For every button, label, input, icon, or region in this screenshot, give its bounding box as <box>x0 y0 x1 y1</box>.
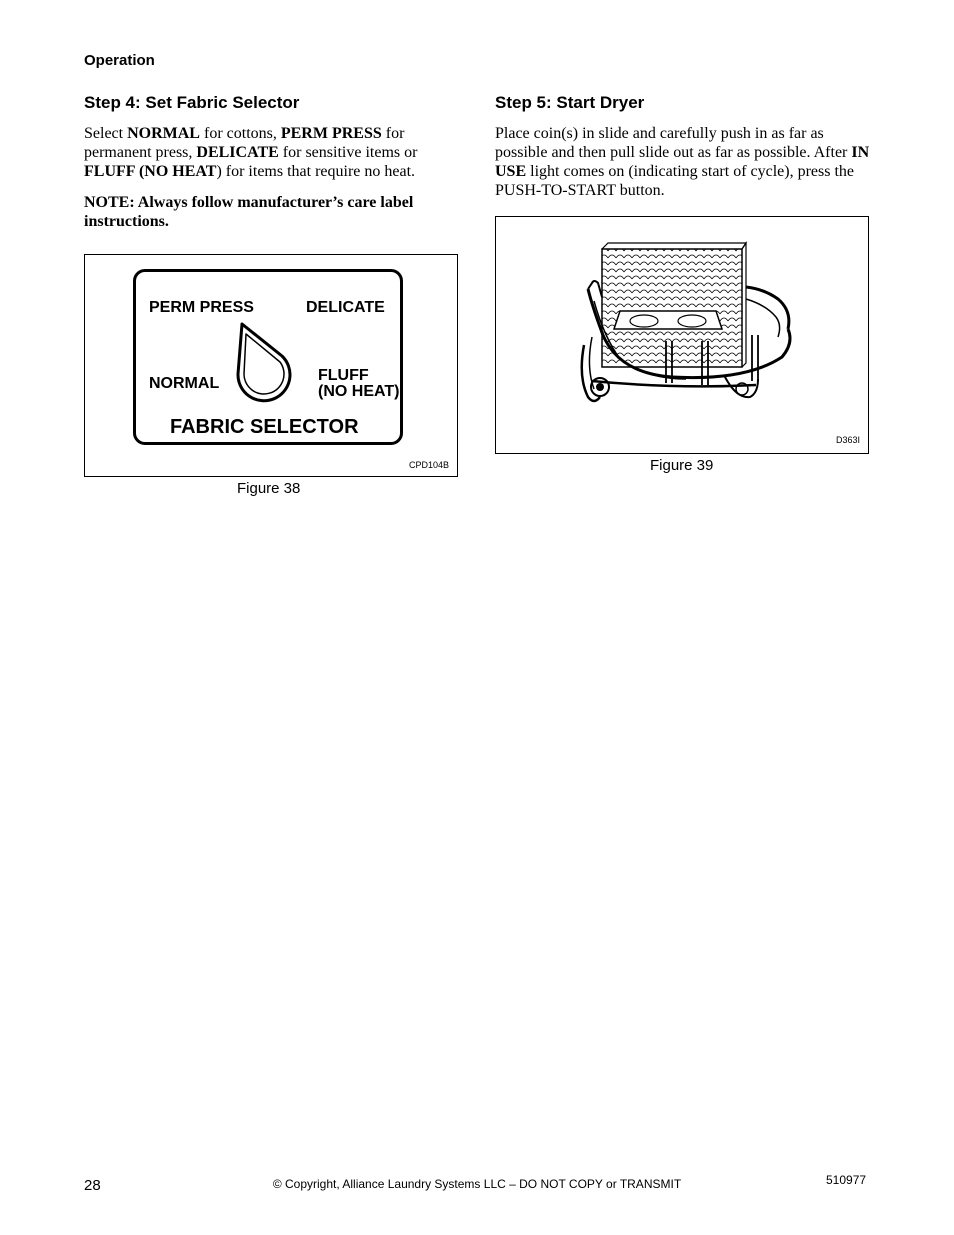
step4-text-for-cottons: for cottons, <box>199 125 281 142</box>
coin-slide-illustration <box>496 217 868 453</box>
fabric-selector-panel <box>133 269 403 445</box>
step4-text-normal: NORMAL <box>127 125 200 142</box>
step4-paragraph <box>84 124 459 181</box>
figure38-caption: Figure 38 <box>237 480 301 497</box>
figure38-code: CPD104B <box>408 460 449 470</box>
label-fluff-line1: FLUFF <box>318 367 369 384</box>
page-number: 28 <box>84 1177 101 1194</box>
copyright-notice: © Copyright, Alliance Laundry Systems LLC – DO NOT COPY or TRANSMIT <box>272 1177 682 1191</box>
step5-text-part2: light comes on (indicating start of cycle), press the PUSH-TO-START button. <box>495 163 855 199</box>
fabric-selector-title: FABRIC SELECTOR <box>170 416 359 438</box>
step4-text-fluff: FLUFF (NO HEAT <box>84 163 217 180</box>
label-perm-press: PERM PRESS <box>149 299 254 316</box>
step4-text-delicate: DELICATE <box>196 144 279 161</box>
step5-heading: Step 5: Start Dryer <box>495 93 645 112</box>
step5-column <box>495 92 870 212</box>
step5-text-part1: Place coin(s) in slide and carefully push in as far as possible and then pull slide out as far as possible. After <box>495 125 852 161</box>
figure39-frame <box>495 216 869 454</box>
figure38-frame <box>84 254 458 477</box>
step5-paragraph <box>495 124 870 200</box>
step4-column <box>84 92 459 231</box>
step5-text-in-use: IN USE <box>495 144 870 180</box>
step4-note: NOTE: Always follow manufacturer’s care label instructions. <box>84 194 414 230</box>
selector-knob-icon <box>232 320 302 410</box>
document-number: 510977 <box>826 1173 867 1187</box>
label-fluff-line2: (NO HEAT) <box>318 383 400 400</box>
step4-text-perm-press: PERM PRESS <box>280 125 382 142</box>
step4-text-for-sensitive: for sensitive items or <box>278 144 418 161</box>
step4-heading: Step 4: Set Fabric Selector <box>84 93 300 112</box>
section-header: Operation <box>84 52 155 69</box>
step4-text-select: Select <box>84 125 128 142</box>
figure39-code: D363I <box>835 435 860 445</box>
step4-text-for-perm: for permanent press, <box>84 125 405 161</box>
label-normal: NORMAL <box>149 375 220 392</box>
label-fluff <box>318 368 399 400</box>
label-delicate: DELICATE <box>306 299 385 316</box>
figure39-caption: Figure 39 <box>650 457 714 474</box>
step4-text-for-noheat: ) for items that require no heat. <box>216 163 416 180</box>
